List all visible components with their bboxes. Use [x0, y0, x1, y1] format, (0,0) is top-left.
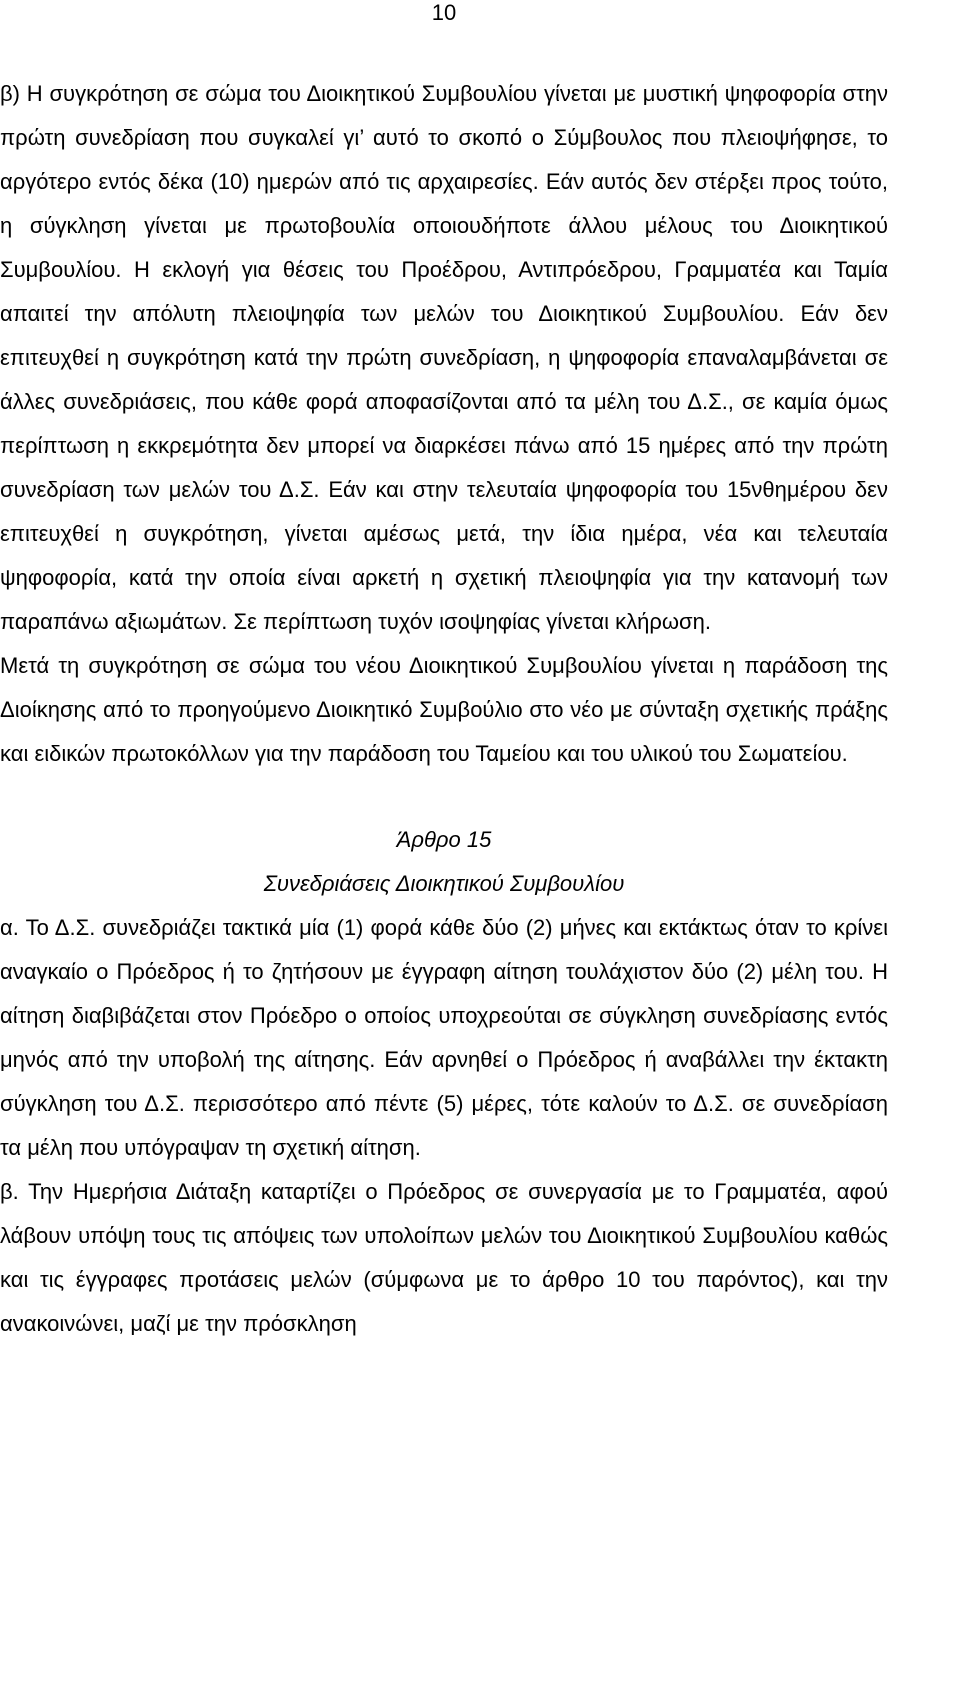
article-subtitle: Συνεδριάσεις Διοικητικού Συμβουλίου	[263, 871, 625, 896]
paragraph-meetings-b: β. Την Ημερήσια Διάταξη καταρτίζει ο Πρόεδρος σε συνεργασία με το Γραμματέα, αφού λάβουν υπόψη τους τις απόψεις των υπολοίπων μελών του Διοικητικού Συμβουλίου καθώς και τις έγγραφες προτάσεις μελών (σύμφωνα με το άρθρο 10 του παρόντος), και την ανακοινώνει, μαζί με την πρόσκληση	[0, 1179, 888, 1336]
paragraph-handover: Μετά τη συγκρότηση σε σώμα του νέου Διοικητικού Συμβουλίου γίνεται η παράδοση της Διοίκησης από το προηγούμενο Διοικητικό Συμβούλιο στο νέο με σύνταξη σχετικής πράξης και ειδικών πρωτοκόλλων για την παράδοση του Ταμείου και του υλικού του Σωματείου.	[0, 653, 888, 766]
paragraph-meetings-a: α. Το Δ.Σ. συνεδριάζει τακτικά μία (1) φορά κάθε δύο (2) μήνες και εκτάκτως όταν το κρίνει αναγκαίο ο Πρόεδρος ή το ζητήσουν με έγγραφη αίτηση τουλάχιστον δύο (2) μέλη του. Η αίτηση διαβιβάζεται στον Πρόεδρο ο οποίος υποχρεούται σε σύγκληση συνεδρίασης εντός μηνός από την υποβολή της αίτησης. Εάν αρνηθεί ο Πρόεδρος ή αναβάλλει την έκτακτη σύγκληση του Δ.Σ. περισσότερο από πέντε (5) μέρες, τότε καλούν το Δ.Σ. σε συνεδρίαση τα μέλη που υπόγραψαν τη σχετική αίτηση.	[0, 915, 888, 1160]
article-title: Άρθρο 15	[396, 827, 492, 852]
document-body	[0, 72, 888, 1346]
paragraph-board-formation: β) Η συγκρότηση σε σώμα του Διοικητικού Συμβουλίου γίνεται με μυστική ψηφοφορία στην πρώτη συνεδρίαση που συγκαλεί γι’ αυτό το σκοπό ο Σύμβουλος που πλειοψήφησε, το αργότερο εντός δέκα (10) ημερών από τις αρχαιρεσίες. Εάν αυτός δεν στέρξει προς τούτο, η σύγκληση γίνεται με πρωτοβουλία οποιουδήποτε άλλου μέλους του Διοικητικού Συμβουλίου. Η εκλογή για θέσεις του Προέδρου, Αντιπρόεδρου, Γραμματέα και Ταμία απαιτεί την απόλυτη πλειοψηφία των μελών του Διοικητικού Συμβουλίου. Εάν δεν επιτευχθεί η συγκρότηση κατά την πρώτη συνεδρίαση, η ψηφοφορία επαναλαμβάνεται σε άλλες συνεδριάσεις, που κάθε φορά αποφασίζονται από τα μέλη του Δ.Σ., σε καμία όμως περίπτωση η εκκρεμότητα δεν μπορεί να διαρκέσει πάνω από 15 ημέρες από την πρώτη συνεδρίαση των μελών του Δ.Σ. Εάν και στην τελευταία ψηφοφορία του 15νθημέρου δεν επιτευχθεί η συγκρότηση, γίνεται αμέσως μετά, την ίδια ημέρα, νέα και τελευταία ψηφοφορία, κατά την οποία είναι αρκετή η σχετική πλειοψηφία για την κατανομή των παραπάνω αξιωμάτων. Σε περίπτωση τυχόν ισοψηφίας γίνεται κλήρωση.	[0, 81, 888, 634]
page-number: 10	[431, 0, 457, 25]
